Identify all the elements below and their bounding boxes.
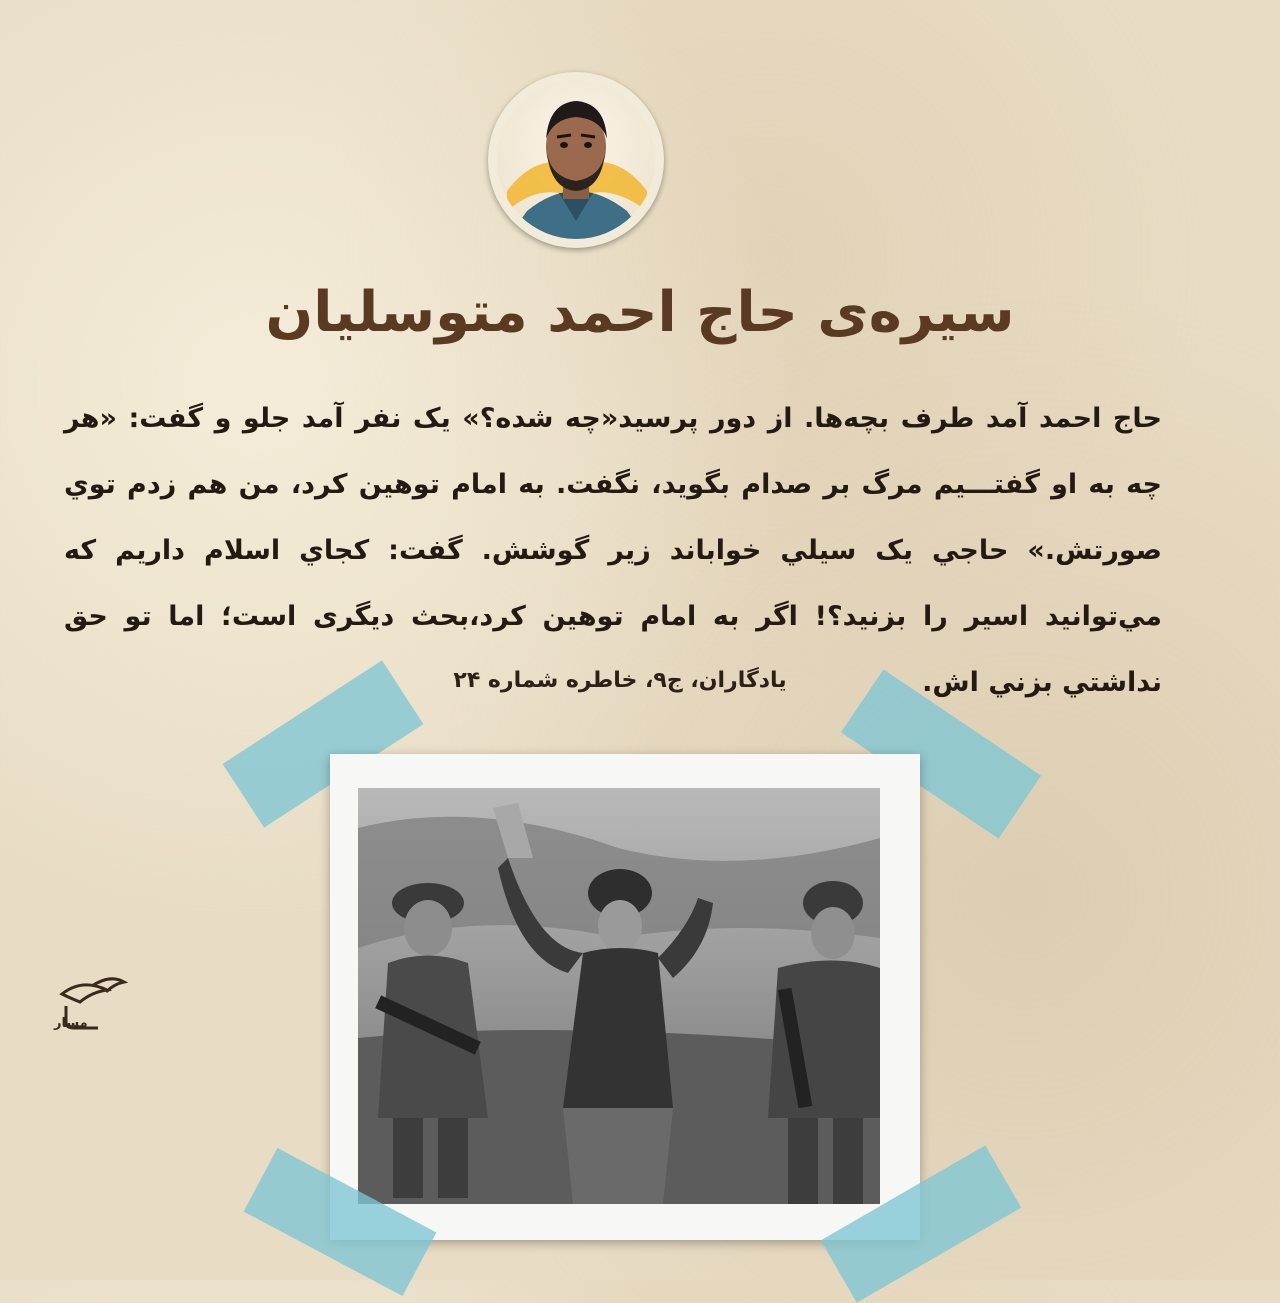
page-title: سیره‌ی حاج احمد متوسلیان bbox=[265, 280, 1015, 345]
war-photo-icon bbox=[358, 788, 880, 1204]
publisher-logo-text: مسار bbox=[54, 1016, 88, 1031]
source-citation: یادگاران، ج۹، خاطره شماره ۲۴ bbox=[453, 668, 787, 693]
photo-frame bbox=[330, 754, 920, 1240]
portrait-illustration bbox=[497, 81, 655, 239]
portrait-medallion bbox=[488, 72, 664, 248]
leaf-logo-icon bbox=[52, 976, 132, 1046]
portrait-photo-icon bbox=[497, 81, 655, 239]
war-photo-illustration bbox=[358, 788, 880, 1204]
publisher-logo bbox=[52, 976, 132, 1046]
memoir-paragraph: حاج احمد آمد طرف بچه‌ها. از دور پرسید«چه شده؟» یک نفر آمد جلو و گفت: «هر چه به او گفتـــیم مرگ بر صدام بگوید، نگفت. به امام توهین کرد، من هم زدم توي صورتش.» حاجي یک سیلي خواباند زیر گوشش. گفت: کجاي اسلام داریم که مي‌توانید اسیر را بزنید؟! اگر به امام توهین کرد،بحث دیگری است؛ اما تو حق نداشتي بزني اش. bbox=[64, 403, 1162, 698]
